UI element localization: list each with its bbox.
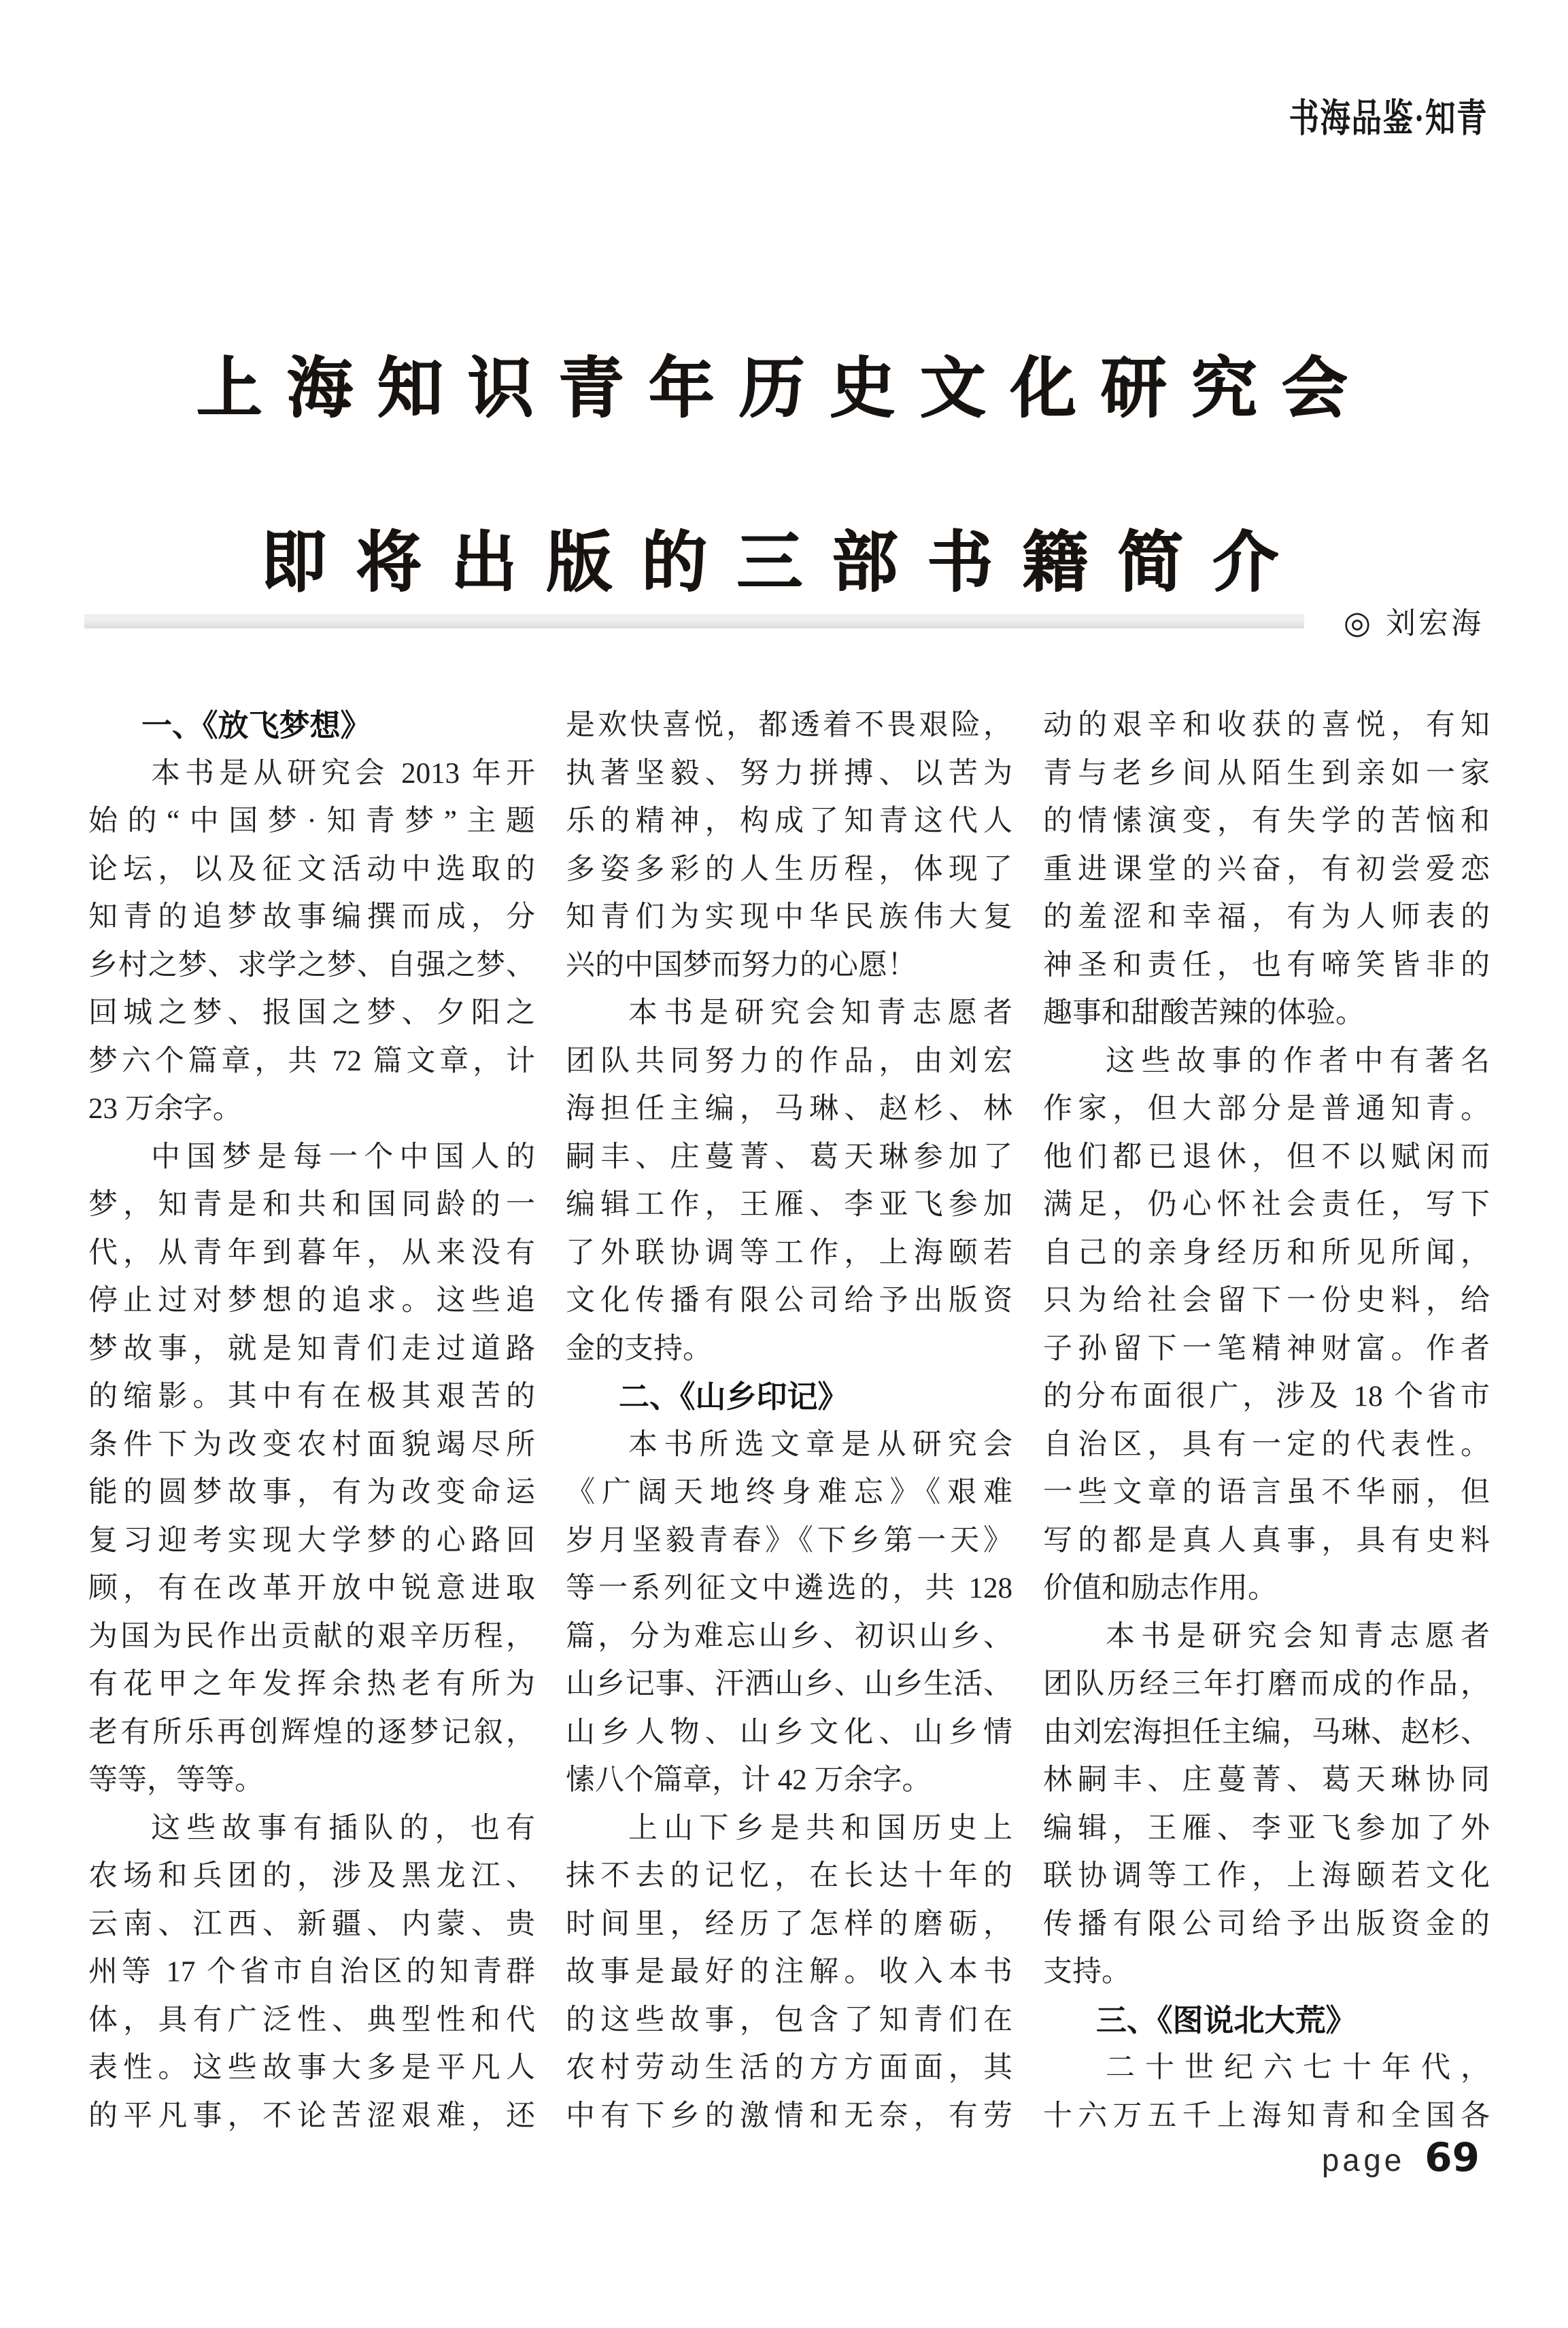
text-line: 二十世纪六七十年代，: [1106, 2052, 1490, 2084]
text-line: 能的圆梦故事，有为改变命运: [88, 1477, 535, 1508]
text-line: 作家，但大部分是普通知青。: [1043, 1093, 1490, 1125]
text-line: 上山下乡是共和国历史上: [628, 1812, 1012, 1844]
text-line: 体，具有广泛性、典型性和代: [88, 2004, 535, 2036]
text-line: 多姿多彩的人生历程，体现了: [566, 853, 1012, 885]
section-heading: 二、《山乡印记》: [619, 1379, 849, 1414]
text-line: 中国梦是每一个中国人的: [151, 1141, 535, 1173]
text-line: 神圣和责任，也有啼笑皆非的: [1043, 949, 1490, 981]
text-line: 抹不去的记忆，在长达十年的: [566, 1860, 1012, 1892]
text-line: 金的支持。: [566, 1332, 712, 1365]
text-line: 停止过对梦想的追求。这些追: [88, 1285, 535, 1317]
text-column-2: [566, 702, 1012, 2141]
text-line: 写的都是真人真事，具有史料: [1043, 1524, 1490, 1557]
text-line: 中有下乡的激情和无奈，有劳: [566, 2099, 1012, 2132]
text-line: 执著坚毅、努力拼搏、以苦为: [566, 757, 1012, 790]
text-line: 的平凡事，不论苦涩艰难，还: [88, 2099, 535, 2132]
text-line: 州等 17 个省市自治区的知青群: [88, 1956, 535, 1988]
text-line: 岁月坚毅青春》《下乡第一天》: [566, 1524, 1012, 1557]
text-line: 故事是最好的注解。收入本书: [566, 1956, 1012, 1988]
text-line: 支持。: [1043, 1956, 1131, 1988]
text-line: 文化传播有限公司给予出版资: [566, 1285, 1012, 1317]
text-line: 本书所选文章是从研究会: [628, 1428, 1012, 1461]
page-footer: [1321, 2134, 1480, 2180]
text-line: 是欢快喜悦，都透着不畏艰险，: [566, 709, 1012, 741]
text-line: 的分布面很广，涉及 18 个省市: [1043, 1381, 1490, 1413]
text-column-3: [1043, 702, 1490, 2141]
text-line: 的这些故事，包含了知青们在: [566, 2004, 1012, 2036]
text-line: 山乡人物、山乡文化、山乡情: [566, 1716, 1012, 1749]
text-line: 梦，知青是和共和国同龄的一: [88, 1189, 535, 1221]
text-line: 本书是研究会知青志愿者: [1106, 1620, 1490, 1653]
section-heading: 一、《放飞梦想》: [141, 708, 371, 743]
text-line: 青与老乡间从陌生到亲如一家: [1043, 757, 1490, 790]
text-line: 联协调等工作，上海颐若文化: [1043, 1860, 1490, 1892]
text-line: 传播有限公司给予出版资金的: [1043, 1908, 1490, 1940]
text-line: 愫八个篇章，计 42 万余字。: [566, 1764, 932, 1796]
text-line: 表性。这些故事大多是平凡人: [88, 2052, 535, 2084]
text-line: 条件下为改变农村面貌竭尽所: [88, 1428, 535, 1461]
text-line: 山乡记事、汗洒山乡、山乡生活、: [566, 1668, 1012, 1700]
text-line: 本书是研究会知青志愿者: [628, 997, 1012, 1029]
text-line: 自己的亲身经历和所见所闻，: [1043, 1236, 1490, 1269]
text-line: 篇，分为难忘山乡、初识山乡、: [566, 1620, 1012, 1653]
text-line: 价值和励志作用。: [1043, 1572, 1277, 1604]
text-line: 梦六个篇章，共 72 篇文章，计: [88, 1045, 535, 1077]
byline-author: 刘宏海: [1386, 607, 1484, 640]
text-line: 兴的中国梦而努力的心愿！: [566, 949, 917, 981]
text-line: 为国为民作出贡献的艰辛历程，: [88, 1620, 535, 1653]
text-line: 梦故事，就是知青们走过道路: [88, 1332, 535, 1365]
text-line: 十六万五千上海知青和全国各: [1043, 2099, 1490, 2132]
text-line: 子孙留下一笔精神财富。作者: [1043, 1332, 1490, 1365]
byline: [1344, 598, 1484, 642]
text-line: 满足，仍心怀社会责任，写下: [1043, 1189, 1490, 1221]
text-line: 这些故事有插队的，也有: [151, 1812, 535, 1844]
text-line: 只为给社会留下一份史料，给: [1043, 1285, 1490, 1317]
text-line: 自治区，具有一定的代表性。: [1043, 1428, 1490, 1461]
text-line: 林嗣丰、庄蔓菁、葛天琳协同: [1043, 1764, 1490, 1796]
text-line: 的缩影。其中有在极其艰苦的: [88, 1381, 535, 1413]
text-line: 云南、江西、新疆、内蒙、贵: [88, 1908, 535, 1940]
text-line: 嗣丰、庄蔓菁、葛天琳参加了: [566, 1141, 1012, 1173]
text-line: 由刘宏海担任主编，马琳、赵杉、: [1043, 1716, 1490, 1749]
text-line: 海担任主编，马琳、赵杉、林: [566, 1093, 1012, 1125]
text-line: 了外联协调等工作，上海颐若: [566, 1236, 1012, 1269]
text-line: 知青的追梦故事编撰而成，分: [88, 901, 535, 933]
text-line: 团队历经三年打磨而成的作品，: [1043, 1668, 1490, 1700]
text-line: 论坛，以及征文活动中选取的: [88, 853, 535, 885]
text-line: 有花甲之年发挥余热老有所为: [88, 1668, 535, 1700]
text-line: 乐的精神，构成了知青这代人: [566, 805, 1012, 837]
text-line: 始的“中国梦·知青梦”主题: [88, 805, 535, 837]
text-line: 重进课堂的兴奋，有初尝爱恋: [1043, 853, 1490, 885]
byline-rule: [84, 614, 1304, 628]
text-line: 趣事和甜酸苦辣的体验。: [1043, 997, 1365, 1029]
text-line: 顾，有在改革开放中锐意进取: [88, 1572, 535, 1604]
text-line: 这些故事的作者中有著名: [1106, 1045, 1490, 1077]
text-line: 代，从青年到暮年，从来没有: [88, 1236, 535, 1269]
text-line: 知青们为实现中华民族伟大复: [566, 901, 1012, 933]
article-title-line1: 上海知识青年历史文化研究会: [196, 349, 1372, 426]
section-tag: 书海品鉴·知青: [1289, 97, 1488, 140]
footer-page-number: 69: [1425, 2134, 1480, 2180]
text-line: 乡村之梦、求学之梦、自强之梦、: [88, 949, 535, 981]
author-marker-icon: ◎: [1343, 605, 1374, 640]
text-line: 复习迎考实现大学梦的心路回: [88, 1524, 535, 1557]
text-line: 等等，等等。: [88, 1764, 264, 1796]
text-column-1: [88, 702, 535, 2141]
text-line: 的羞涩和幸福，有为人师表的: [1043, 901, 1490, 933]
text-line: 老有所乐再创辉煌的逐梦记叙，: [88, 1716, 535, 1749]
text-line: 回城之梦、报国之梦、夕阳之: [88, 997, 535, 1029]
text-line: 时间里，经历了怎样的磨砺，: [566, 1908, 1012, 1940]
article-title-line2: 即将出版的三部书籍简介: [260, 523, 1308, 601]
text-line: 农场和兵团的，涉及黑龙江、: [88, 1860, 535, 1892]
text-line: 他们都已退休，但不以赋闲而: [1043, 1141, 1490, 1173]
text-line: 23 万余字。: [88, 1093, 242, 1125]
text-line: 团队共同努力的作品，由刘宏: [566, 1045, 1012, 1077]
text-line: 一些文章的语言虽不华丽，但: [1043, 1477, 1490, 1508]
section-heading: 三、《图说北大荒》: [1096, 2002, 1357, 2038]
text-line: 本书是从研究会 2013 年开: [151, 757, 535, 790]
text-line: 《广阔天地终身难忘》《艰难: [566, 1477, 1012, 1508]
text-line: 等一系列征文中遴选的，共 128: [566, 1572, 1012, 1604]
footer-page-label: page: [1320, 2145, 1405, 2180]
text-line: 农村劳动生活的方方面面，其: [566, 2052, 1012, 2084]
text-line: 编辑，王雁、李亚飞参加了外: [1043, 1812, 1490, 1844]
text-line: 的情愫演变，有失学的苦恼和: [1043, 805, 1490, 837]
text-line: 动的艰辛和收获的喜悦，有知: [1043, 709, 1490, 741]
text-line: 编辑工作，王雁、李亚飞参加: [566, 1189, 1012, 1221]
